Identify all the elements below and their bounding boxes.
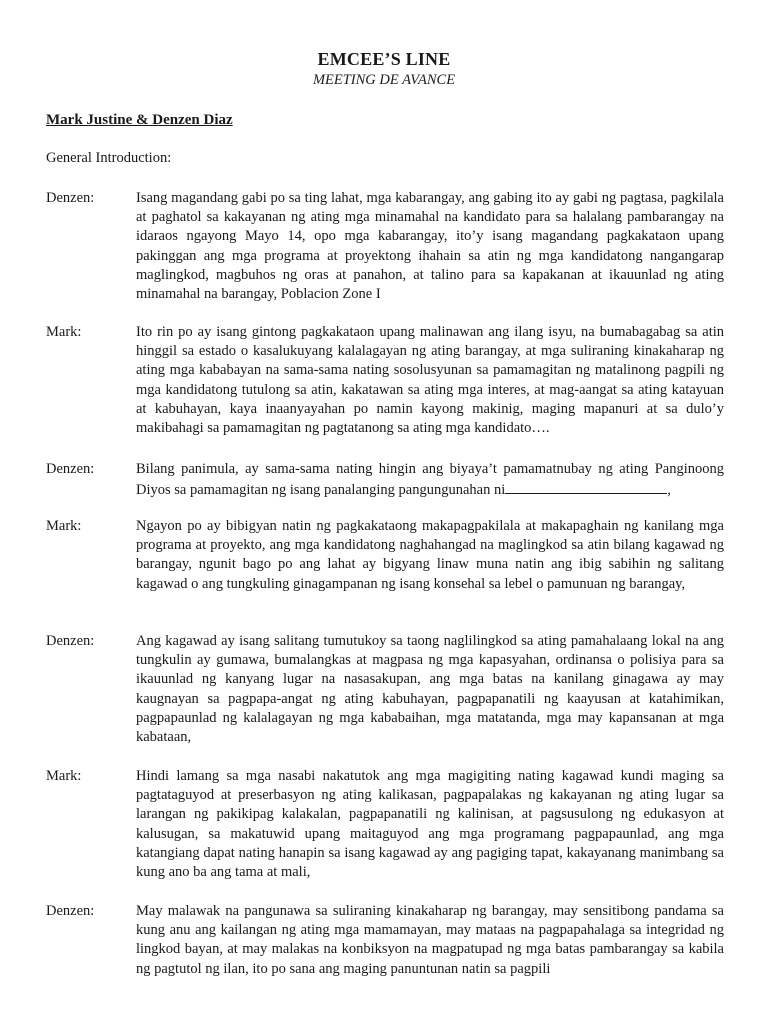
speaker-text: Ito rin po ay isang gintong pagkakataon upang malinawan ang ilang isyu, na bumabagabag sa atin hinggil sa estado o kasalukuyang kalalagayan ng ating barangay, at mga suliraning kinakaharap ng ating mga kababayan na sama-sama nating sosolusyunan sa pamamagitan ng matalinong pagpili ng mga kandidatong tutulong sa atin, kakatawan sa ating mga interes, at mag-aangat sa ating katayuan at kabuhayan, kaya inaanyayahan po namin kayong makinig, maging mapanuri at sa dulo’y makibahagi sa pamamagitan ng pagtatanong sa ating mga kandidato…. bbox=[136, 324, 724, 437]
speaker-name: Mark: bbox=[46, 518, 82, 534]
fill-in-blank bbox=[505, 479, 667, 494]
section-heading: General Introduction: bbox=[46, 150, 172, 166]
speaker-name: Denzen: bbox=[46, 633, 95, 649]
speaker-text: Hindi lamang sa mga nasabi nakatutok ang mga magigiting nating kagawad kundi maging sa pagtataguyod at preserbasyon ng ating kalikasan, pagpapalakas ng kakayanan ng ating lugar sa larangan ng pakikipag kalakalan, pagpapanatili ng kalinisan, at pagsusulong ng edukasyon at kalusugan, sa makatuwid upang maitaguyod ang mga programang pagpapaunlad, ang mga katangiang dapat nating hanapin sa isang kagawad ay ang pagiging tapat, kakayanang manimbang sa kung ano ba ang tama at mali, bbox=[136, 768, 724, 881]
speaker-name: Mark: bbox=[46, 768, 82, 784]
speaker-text: Ngayon po ay bibigyan natin ng pagkakataong makapagpakilala at makapaghain ng kanilang mga programa at proyekto, ang mga kandidatong naghahangad na maglingkod sa atin bilang kagawad ng barangay, ngunit bago po ang lahat ay bigyang linaw muna natin ang ibig sabihin ng salitang kagawad o ang tungkuling ginagampanan ng isang konsehal sa lebel o pamunuan ng barangay, bbox=[136, 518, 724, 592]
speaker-text-trailing: , bbox=[667, 482, 671, 499]
speaker-name: Denzen: bbox=[46, 903, 95, 919]
speaker-name: Denzen: bbox=[46, 461, 95, 477]
speaker-text: Ang kagawad ay isang salitang tumutukoy sa taong naglilingkod sa ating pamahalaang lokal na ang tungkulin ay gumawa, bumalangkas at magpasa ng mga kapasyahan, ordinansa o polisiya para sa ikauunlad ng kanyang lugar na nasasakupan, ang mga batas na kanilang ginagawa ay may kaugnayan sa pagpapa-angat ng ating kabuhayan, pagpapanatili ng kaayusan at katahimikan, pagpapaunlad ng kalalagayan ng mga kababaihan, mga matatanda, mga may kapansanan at mga kabataan, bbox=[136, 633, 724, 746]
speaker-text: Isang magandang gabi po sa ting lahat, mga kabarangay, ang gabing ito ay gabi ng pagtasa, pagkilala at paghatol sa kakayanan ng ating mga minamahal na kandidato para sa halalang pambarangay na idaraos ngayong Mayo 14, opo mga kabarangay, ito’y isang magandang pagkakataon upang pakinggan ang mga programa at proyektong ihahain sa atin ng mga kandidatong nangangarap maglingkod, magbuhos ng oras at panahon, at talino para sa kapakanan at ikauunlad ng ating minamahal na barangay, Poblacion Zone I bbox=[136, 190, 724, 303]
speaker-text: May malawak na pangunawa sa suliraning kinakaharap ng barangay, may sensitibong pandama sa kung anu ang kailangan ng ating mga mamamayan, may mataas na pagpapahalaga sa integridad ng lingkod bayan, at may malakas na konbiksyon na magpatupad ng mga batas pambarangay sa kabila ng pagtutol ng ilan, ito po sana ang maging panuntunan natin sa pagpili bbox=[136, 903, 724, 977]
speaker-text-body: Bilang panimula, ay sama-sama nating hingin ang biyaya’t pamamatnubay ng ating Panginoong Diyos sa pamamagitan ng isang panalanging pangungunahan ni bbox=[136, 461, 724, 499]
document-subtitle: MEETING DE AVANCE bbox=[312, 72, 456, 88]
speaker-name: Mark: bbox=[46, 324, 82, 340]
document-title: EMCEE’S LINE bbox=[317, 49, 451, 69]
hosts-heading: Mark Justine & Denzen Diaz bbox=[46, 112, 233, 128]
speaker-text bbox=[136, 460, 724, 500]
speaker-name: Denzen: bbox=[46, 190, 95, 206]
